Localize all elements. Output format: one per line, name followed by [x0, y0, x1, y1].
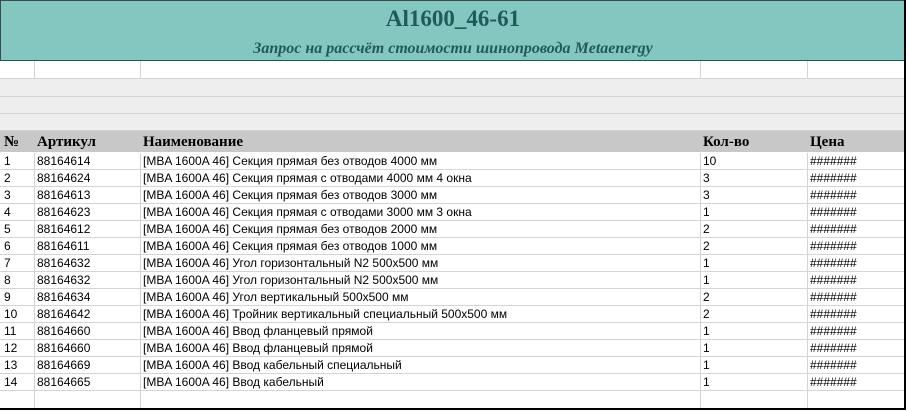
- title-cell[interactable]: [0, 0, 906, 38]
- cell-num[interactable]: 7: [4, 256, 11, 270]
- cell-qty[interactable]: 3: [703, 188, 710, 202]
- cell-name[interactable]: [MBA 1600A 46] Тройник вертикальный специальный 500х500 мм: [143, 307, 508, 321]
- cell-price[interactable]: #######: [810, 256, 857, 270]
- gridline: [140, 391, 141, 408]
- table-row: [0, 170, 906, 187]
- gridline: [34, 61, 35, 78]
- cell-qty[interactable]: 1: [703, 256, 710, 270]
- cell-qty[interactable]: 2: [703, 307, 710, 321]
- cell-price[interactable]: #######: [810, 307, 857, 321]
- gridline: [807, 391, 808, 408]
- sheet-border-right: [904, 0, 906, 410]
- gridline: [34, 391, 35, 408]
- cell-num[interactable]: 1: [4, 154, 11, 168]
- cell-name[interactable]: [MBA 1600A 46] Ввод кабельный: [143, 375, 324, 389]
- cell-qty[interactable]: 2: [703, 290, 710, 304]
- cell-article[interactable]: 88164634: [37, 290, 91, 304]
- subtitle-cell[interactable]: [0, 37, 906, 61]
- table-row: [0, 153, 906, 170]
- cell-article[interactable]: 88164614: [37, 154, 91, 168]
- header-num[interactable]: №: [4, 134, 20, 150]
- gridline: [140, 61, 141, 78]
- cell-qty[interactable]: 10: [703, 154, 717, 168]
- cell-num[interactable]: 10: [4, 307, 18, 321]
- cell-name[interactable]: [MBA 1600A 46] Секция прямая без отводов 3000 мм: [143, 188, 438, 202]
- cell-qty[interactable]: 1: [703, 341, 710, 355]
- cell-price[interactable]: #######: [810, 205, 857, 219]
- table-row: [0, 340, 906, 357]
- gridline: [700, 391, 701, 408]
- cell-price[interactable]: #######: [810, 324, 857, 338]
- cell-qty[interactable]: 1: [703, 358, 710, 372]
- gridline: [700, 61, 701, 78]
- cell-name[interactable]: [MBA 1600A 46] Секция прямая с отводами 3000 мм 3 окна: [143, 205, 472, 219]
- gridline: [0, 78, 906, 79]
- cell-price[interactable]: #######: [810, 273, 857, 287]
- table-row: [0, 306, 906, 323]
- cell-num[interactable]: 12: [4, 341, 18, 355]
- cell-article[interactable]: 88164669: [37, 358, 91, 372]
- cell-price[interactable]: #######: [810, 341, 857, 355]
- cell-qty[interactable]: 1: [703, 324, 710, 338]
- cell-name[interactable]: [MBA 1600A 46] Ввод фланцевый прямой: [143, 341, 373, 355]
- cell-price[interactable]: #######: [810, 375, 857, 389]
- empty-row[interactable]: [0, 61, 906, 78]
- cell-num[interactable]: 13: [4, 358, 18, 372]
- table-row: [0, 187, 906, 204]
- empty-row[interactable]: [0, 97, 906, 114]
- cell-qty[interactable]: 3: [703, 171, 710, 185]
- cell-article[interactable]: 88164611: [37, 239, 90, 253]
- cell-name[interactable]: [MBA 1600A 46] Ввод кабельный специальный: [143, 358, 402, 372]
- cell-name[interactable]: [MBA 1600A 46] Секция прямая без отводов 4000 мм: [143, 154, 438, 168]
- cell-article[interactable]: 88164624: [37, 171, 91, 185]
- cell-name[interactable]: [MBA 1600A 46] Угол горизонтальный N2 500х500 мм: [143, 256, 439, 270]
- cell-article[interactable]: 88164613: [37, 188, 91, 202]
- cell-price[interactable]: #######: [810, 358, 857, 372]
- cell-name[interactable]: [MBA 1600A 46] Секция прямая без отводов 1000 мм: [143, 239, 438, 253]
- gridline: [0, 113, 906, 114]
- cell-price[interactable]: #######: [810, 171, 857, 185]
- cell-qty[interactable]: 1: [703, 273, 710, 287]
- table-row: [0, 357, 906, 374]
- gridline: [0, 96, 906, 97]
- cell-article[interactable]: 88164612: [37, 222, 91, 236]
- header-article[interactable]: Артикул: [37, 134, 96, 150]
- cell-price[interactable]: #######: [810, 239, 857, 253]
- cell-article[interactable]: 88164642: [37, 307, 91, 321]
- cell-num[interactable]: 9: [4, 290, 11, 304]
- table-row: [0, 323, 906, 340]
- cell-article[interactable]: 88164632: [37, 273, 91, 287]
- empty-row[interactable]: [0, 114, 906, 130]
- cell-name[interactable]: [MBA 1600A 46] Угол горизонтальный N2 500х500 мм: [143, 273, 439, 287]
- cell-article[interactable]: 88164665: [37, 375, 91, 389]
- empty-row[interactable]: [0, 79, 906, 96]
- header-name[interactable]: Наименование: [143, 134, 243, 150]
- table-row: [0, 238, 906, 255]
- cell-price[interactable]: #######: [810, 290, 857, 304]
- cell-name[interactable]: [MBA 1600A 46] Секция прямая с отводами 4000 мм 4 окна: [143, 171, 472, 185]
- cell-name[interactable]: [MBA 1600A 46] Ввод фланцевый прямой: [143, 324, 373, 338]
- gridline: [807, 61, 808, 78]
- cell-qty[interactable]: 1: [703, 375, 710, 389]
- cell-name[interactable]: [MBA 1600A 46] Угол вертикальный 500х500 мм: [143, 290, 409, 304]
- sheet-border-bottom: [0, 408, 906, 410]
- table-header-row: [0, 131, 906, 152]
- table-row: [0, 221, 906, 238]
- cell-article[interactable]: 88164660: [37, 324, 91, 338]
- table-row: [0, 204, 906, 221]
- cell-qty[interactable]: 1: [703, 205, 710, 219]
- table-row: [0, 289, 906, 306]
- sheet-subtitle: Запрос на рассчёт стоимости шинопровода Metaenergy: [253, 39, 653, 57]
- cell-qty[interactable]: 2: [703, 222, 710, 236]
- cell-num[interactable]: 4: [4, 205, 11, 219]
- header-qty[interactable]: Кол-во: [703, 134, 750, 150]
- sheet-title: Al1600_46-61: [385, 6, 521, 31]
- cell-num[interactable]: 11: [4, 324, 17, 338]
- table-row: [0, 272, 906, 289]
- cell-qty[interactable]: 2: [703, 239, 710, 253]
- gridline: [700, 153, 701, 391]
- gridline: [34, 153, 35, 391]
- cell-num[interactable]: 3: [4, 188, 11, 202]
- gridline: [807, 153, 808, 391]
- cell-article[interactable]: 88164632: [37, 256, 91, 270]
- gridline: [140, 153, 141, 391]
- cell-name[interactable]: [MBA 1600A 46] Секция прямая без отводов 2000 мм: [143, 222, 438, 236]
- cell-price[interactable]: #######: [810, 188, 857, 202]
- cell-price[interactable]: #######: [810, 222, 857, 236]
- cell-article[interactable]: 88164660: [37, 341, 91, 355]
- table-row: [0, 255, 906, 272]
- cell-num[interactable]: 2: [4, 171, 11, 185]
- cell-num[interactable]: 6: [4, 239, 11, 253]
- cell-num[interactable]: 14: [4, 375, 18, 389]
- cell-price[interactable]: #######: [810, 154, 857, 168]
- cell-article[interactable]: 88164623: [37, 205, 91, 219]
- header-price[interactable]: Цена: [810, 134, 845, 150]
- cell-num[interactable]: 8: [4, 273, 11, 287]
- cell-num[interactable]: 5: [4, 222, 11, 236]
- table-row: [0, 374, 906, 391]
- empty-row[interactable]: [0, 391, 906, 408]
